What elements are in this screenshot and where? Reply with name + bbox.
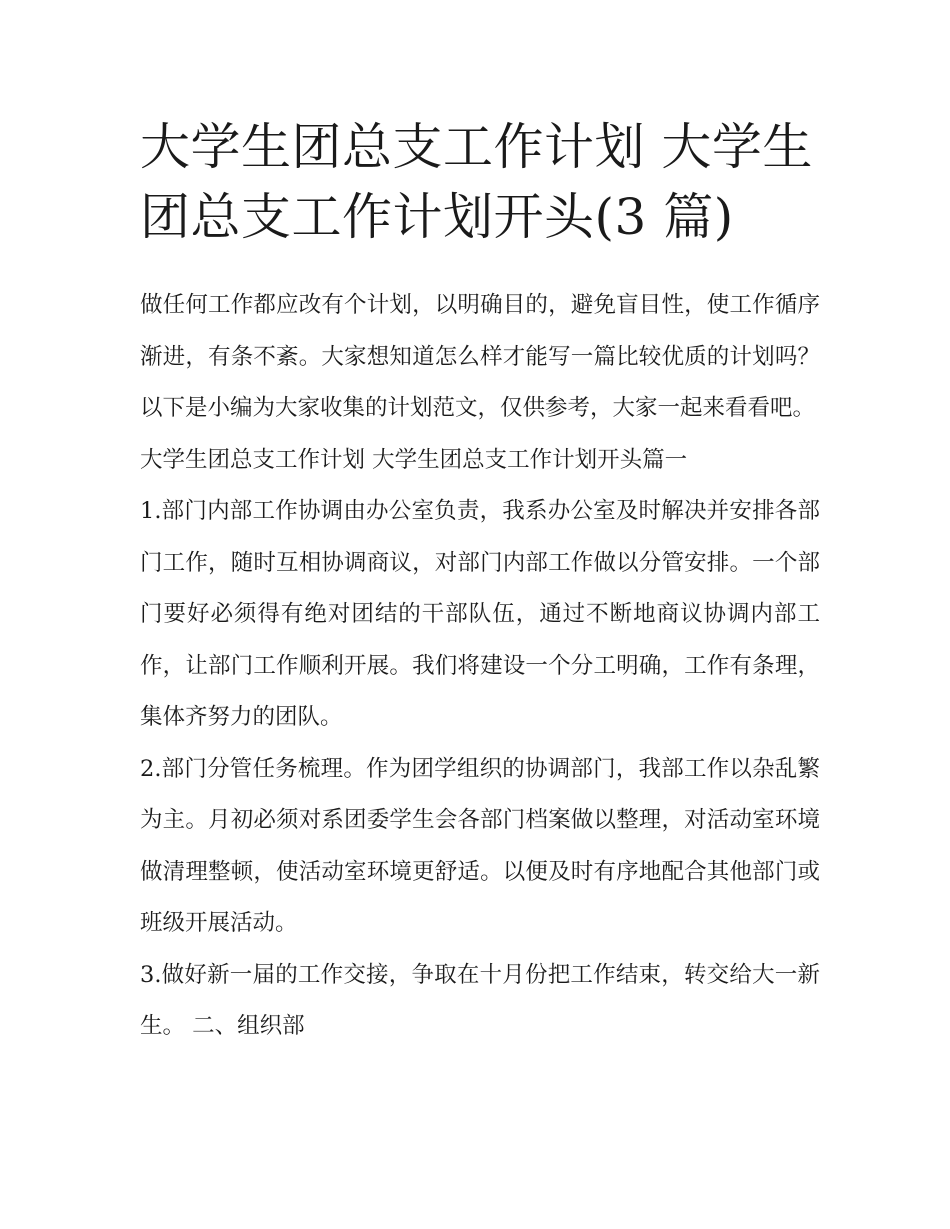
section-heading: 大学生团总支工作计划 大学生团总支工作计划开头篇一: [140, 446, 688, 473]
intro-paragraph: 做任何工作都应改有个计划，以明确目的，避免盲目性，使工作循序渐进，有条不紊。大家想知道怎么样才能写一篇比较优质的计划吗？以下是小编为大家收集的计划范文，仅供参考，大家一起来看看吧。: [140, 292, 820, 421]
document-body: [140, 280, 820, 1053]
item-paragraph-2: 2.部门分管任务梳理。作为团学组织的协调部门，我部工作以杂乱繁为主。月初必须对系团委学生会各部门档案做以整理，对活动室环境做清理整顿，使活动室环境更舒适。以便及时有序地配合其他部门或班级开展活动。: [140, 755, 820, 936]
item-paragraph-1: 1.部门内部工作协调由办公室负责，我系办公室及时解决并安排各部门工作，随时互相协调商议，对部门内部工作做以分管安排。一个部门要好必须得有绝对团结的干部队伍，通过不断地商议协调内部工作，让部门工作顺利开展。我们将建设一个分工明确，工作有条理，集体齐努力的团队。: [140, 498, 820, 730]
item-paragraph-3: 3.做好新一届的工作交接，争取在十月份把工作结束，转交给大一新生。 二、组织部: [140, 961, 820, 1039]
document-title: 大学生团总支工作计划 大学生团总支工作计划开头(3 篇): [140, 118, 813, 246]
